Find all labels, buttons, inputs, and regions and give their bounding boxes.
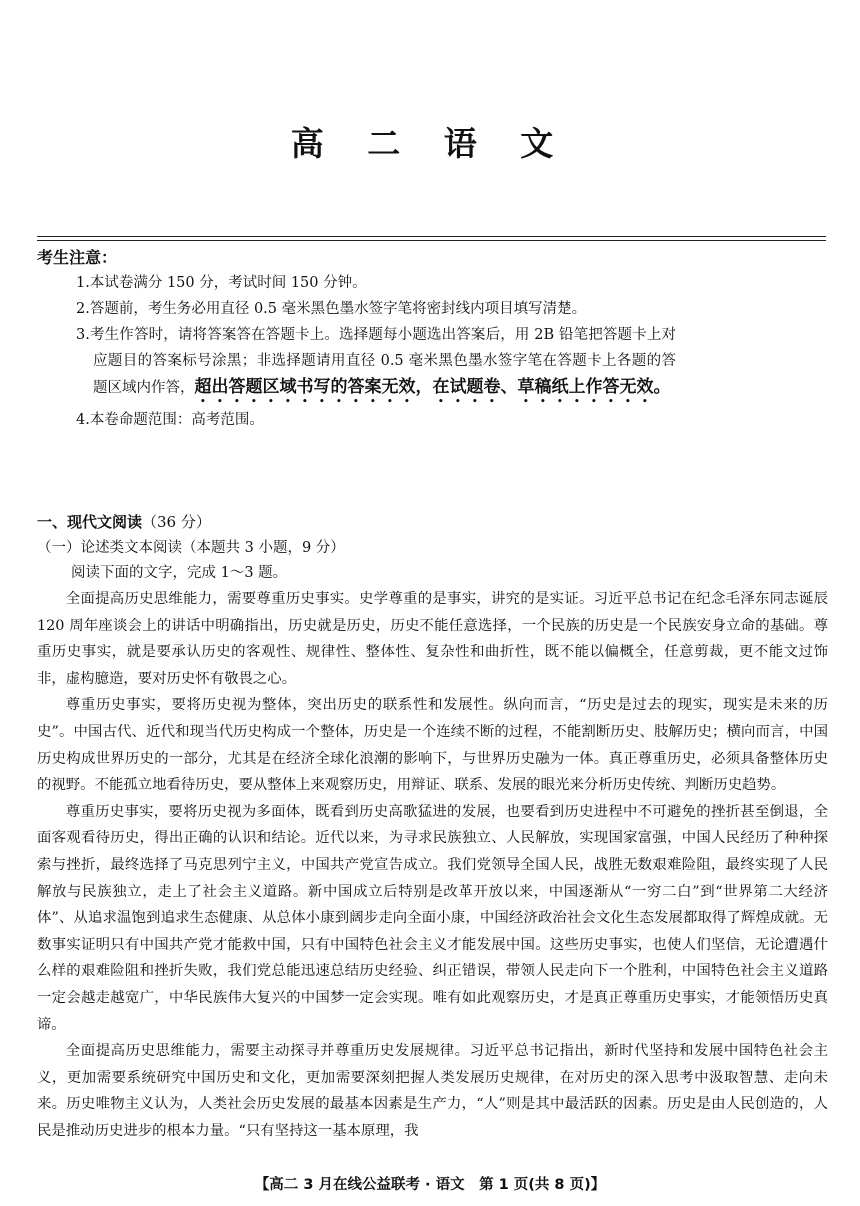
notice-item-4: 4.本卷命题范围：高考范围。 [76, 412, 264, 428]
header-rule-thin [37, 240, 826, 241]
notice-list [76, 270, 676, 433]
passage-paragraph-1: 全面提高历史思维能力，需要尊重历史事实。史学尊重的是事实，讲究的是实证。习近平总书记在纪念毛泽东同志诞辰 120 周年座谈会上的讲话中明确指出，历史就是历史，历史不能任意选择，一个民族的历史是一个民族安身立命的基础。尊重历史事实，就是要承认历史的客观性、规律性、整体性、复杂性和曲折性，既不能以偏概全，任意剪裁，更不能文过饰非，虚构臆造，要对历史怀有敬畏之心。 [37, 591, 828, 687]
notice-item-1: 1.本试卷满分 150 分，考试时间 150 分钟。 [76, 275, 367, 291]
notice-item-2: 2.答题前，考生务必用直径 0.5 毫米黑色墨水签字笔将密封线内项目填写清楚。 [76, 301, 587, 317]
section-heading-score: （36 分） [142, 513, 211, 531]
section-heading-title: 一、现代文阅读 [37, 513, 143, 531]
section-heading [37, 510, 211, 534]
subsection-heading: （一）论述类文本阅读（本题共 3 小题，9 分） [37, 540, 345, 556]
passage-paragraph-2: 尊重历史事实，要将历史视为整体，突出历史的联系性和发展性。纵向而言，“历史是过去的现实，现实是未来的历史”。中国古代、近代和现当代历史构成一个整体，历史是一个连续不断的过程，不能割断历史、肢解历史；横向而言，中国历史构成世界历史的一部分，尤其是在经济全球化浪潮的影响下，与世界历史融为一体。真正尊重历史，必须具备整体历史的视野。不能孤立地看待历史，要从整体上来观察历史，用辩证、联系、发展的眼光来分析历史传统、判断历史趋势。 [37, 697, 828, 794]
reading-passage [37, 586, 828, 1144]
passage-paragraph-3: 尊重历史事实，要将历史视为多面体，既看到历史高歌猛进的发展，也要看到历史进程中不可避免的挫折甚至倒退，全面客观看待历史，得出正确的认识和结论。近代以来，为寻求民族独立、人民解放，实现国家富强，中国人民经历了种种探索与挫折，最终选择了马克思列宁主义，中国共产党宣告成立。我们党领导全国人民，战胜无数艰难险阻，最终实现了人民解放与民族独立，走上了社会主义道路。新中国成立后特别是改革开放以来，中国逐渐从“一穷二白”到“世界第二大经济体”、从追求温饱到追求生态健康、从总体小康到阔步走向全面小康，中国经济政治社会文化生态发展都取得了辉煌成就。无数事实证明只有中国共产党才能救中国，只有中国特色社会主义才能发展中国。这些历史事实，也使人们坚信，无论遭遇什么样的艰难险阻和挫折失败，我们党总能迅速总结历史经验、纠正错误，带领人民走向下一个胜利，中国特色社会主义道路一定会越走越宽广，中华民族伟大复兴的中国梦一定会实现。唯有如此观察历史，才是真正尊重历史事实，才能领悟历史真谛。 [37, 803, 828, 1033]
notice-item-3-emphasis: 超出答题区域书写的答案无效，在试题卷、草稿纸上作答无效。 [194, 377, 671, 397]
notice-item-3-text: 3.考生作答时，请将答案答在答题卡上。选择题每小题选出答案后，用 2B 铅笔把答题卡上对应题目的答案标号涂黑；非选择题请用直径 0.5 毫米黑色墨水签字笔在答题卡上各题的答题区域内作答， [76, 327, 676, 396]
reading-instruction: 阅读下面的文字，完成 1～3 题。 [71, 565, 288, 581]
page-footer: 【高二 3 月在线公益联考 · 语文 第 1 页(共 8 页)】 [254, 1177, 606, 1193]
passage-paragraph-4: 全面提高历史思维能力，需要主动探寻并尊重历史发展规律。习近平总书记指出，新时代坚持和发展中国特色社会主义，更加需要系统研究中国历史和文化，更加需要深刻把握人类发展历史规律，在对历史的深入思考中汲取智慧、走向未来。历史唯物主义认为，人类社会历史发展的最基本因素是生产力，“人”则是其中最活跃的因素。历史是由人民创造的，人民是推动历史进步的根本力量。“只有坚持这一基本原理，我 [37, 1043, 828, 1139]
notice-item-3 [76, 322, 676, 407]
header-rule-thick [37, 236, 826, 237]
notice-heading: 考生注意： [37, 248, 118, 267]
exam-title: 高 二 语 文 [290, 124, 570, 163]
